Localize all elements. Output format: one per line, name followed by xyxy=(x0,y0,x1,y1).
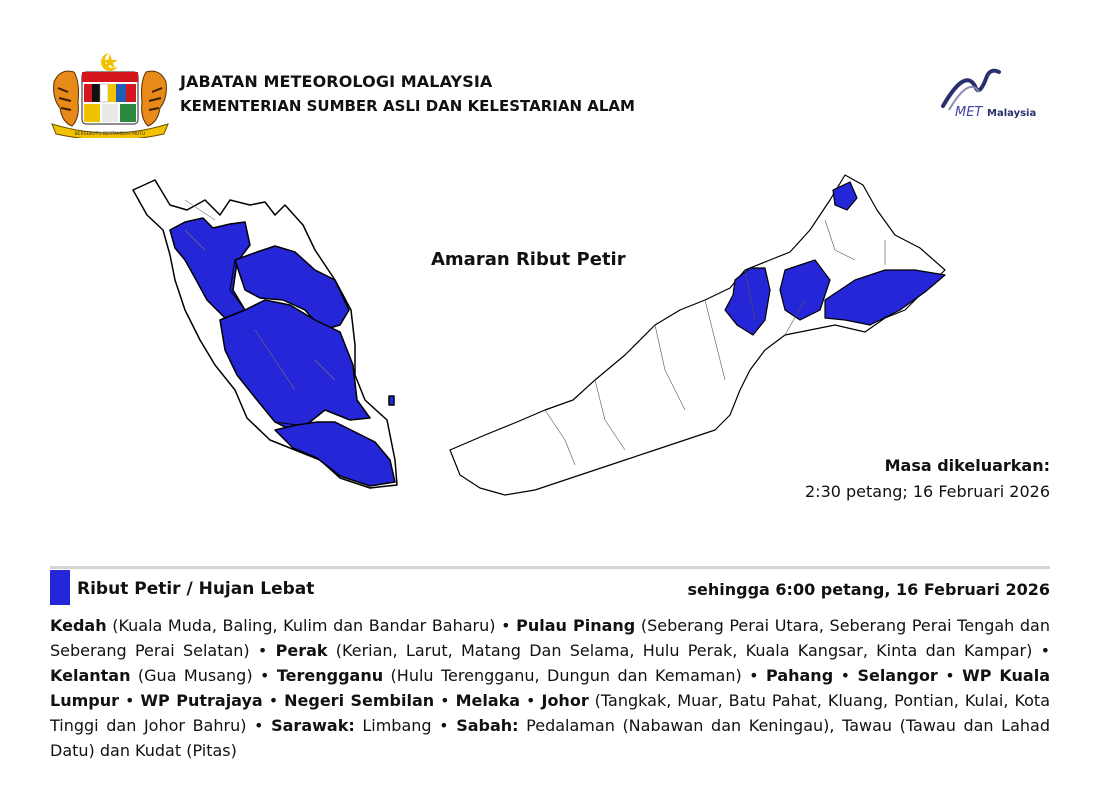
area-districts: (Hulu Terengganu, Dungun dan Kemaman) xyxy=(383,666,742,685)
section-divider xyxy=(50,566,1050,569)
area-state: Melaka xyxy=(455,691,521,710)
area-separator: • xyxy=(252,666,277,685)
warning-validity: sehingga 6:00 petang, 16 Februari 2026 xyxy=(687,580,1050,599)
area-separator: • xyxy=(434,691,456,710)
coat-of-arms-logo xyxy=(50,52,170,138)
area-districts: Pedalaman (Nabawan dan Keningau), Tawau (Tawau dan Lahad Datu) dan Kudat (Pitas) xyxy=(50,716,1050,760)
area-districts: (Tangkak, Muar, Batu Pahat, Kluang, Pontian, Kulai, Kota Tinggi dan Johor Bahru) xyxy=(50,691,1051,735)
area-districts: Limbang xyxy=(354,716,432,735)
area-state: Pulau Pinang xyxy=(516,616,636,635)
area-separator: • xyxy=(741,666,767,685)
malaysia-warning-map xyxy=(125,160,965,520)
ministry-name: KEMENTERIAN SUMBER ASLI DAN KELESTARIAN ALAM xyxy=(180,97,635,115)
area-separator: • xyxy=(246,716,272,735)
area-separator: • xyxy=(520,691,542,710)
met-malaysia-logo xyxy=(935,68,1050,120)
area-separator: • xyxy=(431,716,457,735)
area-state: Johor xyxy=(541,691,589,710)
area-state: WP Putrajaya xyxy=(140,691,263,710)
borneo-malaysia xyxy=(450,175,945,495)
map-title: Amaran Ribut Petir xyxy=(431,249,626,270)
area-districts: (Kuala Muda, Baling, Kulim dan Bandar Baharu) xyxy=(106,616,496,635)
area-state: Perak xyxy=(275,641,328,660)
area-state: Sabah: xyxy=(456,716,519,735)
area-separator: • xyxy=(262,691,285,710)
area-state: Pahang xyxy=(766,666,834,685)
area-separator: • xyxy=(495,616,517,635)
warning-type: Ribut Petir / Hujan Lebat xyxy=(77,579,315,599)
area-districts: (Seberang Perai Utara, Seberang Perai Tengah dan Seberang Perai Selatan) xyxy=(50,616,1051,660)
issued-time-label: Masa dikeluarkan: xyxy=(884,456,1050,475)
area-state: Kelantan xyxy=(50,666,131,685)
area-state: WP Kuala Lumpur xyxy=(50,666,1050,710)
warning-color-marker xyxy=(50,570,70,605)
organization-name: JABATAN METEOROLOGI MALAYSIA xyxy=(180,72,493,91)
svg-text:Malaysia: Malaysia xyxy=(987,108,1037,119)
area-separator: • xyxy=(833,666,858,685)
area-separator: • xyxy=(937,666,963,685)
area-state: Sarawak: xyxy=(271,716,355,735)
svg-text:MET: MET xyxy=(955,105,983,120)
borneo-outline xyxy=(450,175,945,495)
peninsular-malaysia xyxy=(133,180,397,488)
area-separator: • xyxy=(119,691,141,710)
area-state: Kedah xyxy=(50,616,107,635)
area-state: Selangor xyxy=(857,666,938,685)
affected-areas-list xyxy=(50,613,1050,763)
crest-motto: BERSEKUTU BERTAMBAH MUTU xyxy=(74,132,146,137)
tioman-island xyxy=(389,396,394,405)
area-districts: (Gua Musang) xyxy=(130,666,253,685)
area-state: Terengganu xyxy=(276,666,384,685)
area-separator: • xyxy=(249,641,276,660)
area-state: Negeri Sembilan xyxy=(284,691,435,710)
area-separator: • xyxy=(1032,641,1051,660)
area-districts: (Kerian, Larut, Matang Dan Selama, Hulu Perak, Kuala Kangsar, Kinta dan Kampar) xyxy=(327,641,1033,660)
issued-time-value: 2:30 petang; 16 Februari 2026 xyxy=(805,482,1050,501)
